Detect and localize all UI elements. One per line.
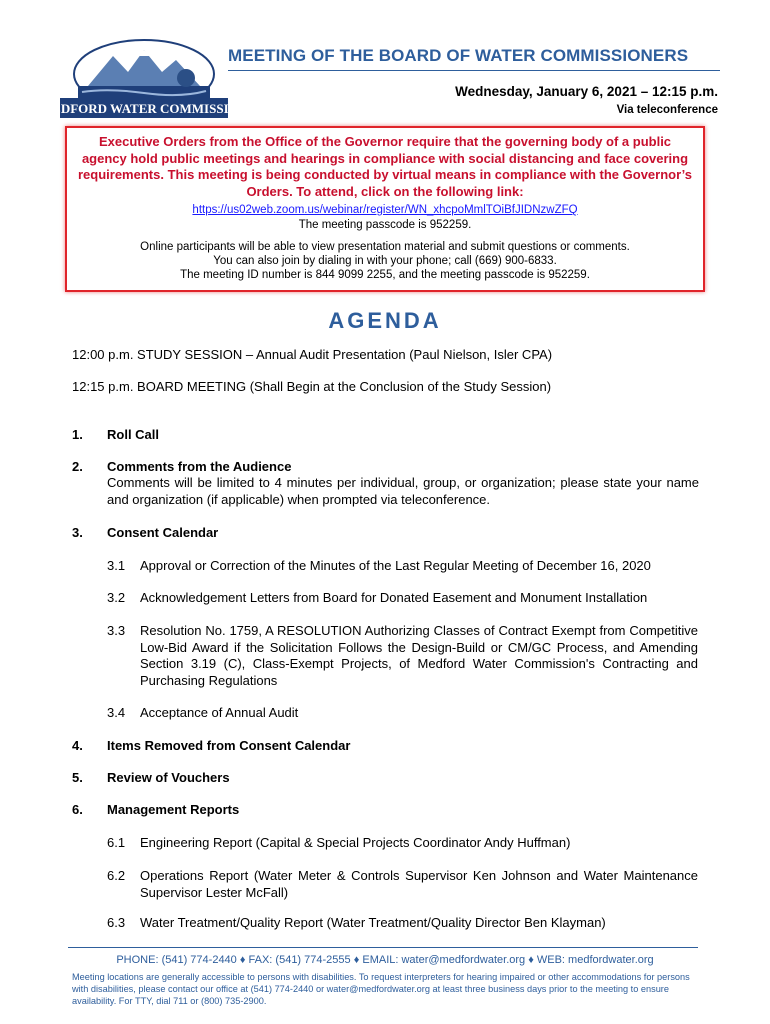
executive-order-notice xyxy=(65,126,705,292)
item-number: 3. xyxy=(72,525,83,540)
item-number: 2. xyxy=(72,459,83,474)
title-divider xyxy=(228,70,720,71)
notice-online-info: Online participants will be able to view presentation material and submit questions or comments. xyxy=(140,241,630,253)
notice-statement: Executive Orders from the Office of the Governor require that the governing body of a public agency hold public meetings and hearings in compliance with social distancing and face covering requirements. This meeting is being conducted by virtual means in compliance with the Governor’s Orders. To attend, click on the following link: xyxy=(77,134,693,199)
item-number: 1. xyxy=(72,427,83,442)
sub-item-engineering: Engineering Report (Capital & Special Projects Coordinator Andy Huffman) xyxy=(140,835,571,850)
sub-item-minutes: Approval or Correction of the Minutes of the Last Regular Meeting of December 16, 2020 xyxy=(140,558,651,573)
item-title-management-reports: Management Reports xyxy=(107,802,240,817)
logo-text: MEDFORD WATER COMMISSION xyxy=(39,101,249,116)
sub-item-number: 3.1 xyxy=(107,558,126,573)
sub-item-number: 6.1 xyxy=(107,835,126,850)
item-number: 5. xyxy=(72,770,83,785)
item-title-comments: Comments from the Audience xyxy=(107,459,292,474)
notice-passcode: The meeting passcode is 952259. xyxy=(298,219,472,231)
sub-item-acknowledgement: Acknowledgement Letters from Board for Donated Easement and Monument Installation xyxy=(140,590,648,605)
footer-divider xyxy=(68,947,698,948)
sub-item-operations: Operations Report (Water Meter & Controls Supervisor Ken Johnson and Water Maintenance Supervisor Lester McFall) xyxy=(140,868,698,900)
item-body-comments: Comments will be limited to 4 minutes per individual, group, or organization; please state your name and organization (if applicable) when prompted via teleconference. xyxy=(107,475,699,507)
item-title-roll-call: Roll Call xyxy=(107,427,160,442)
page-title: MEETING OF THE BOARD OF WATER COMMISSIONERS xyxy=(228,46,689,65)
sub-item-audit: Acceptance of Annual Audit xyxy=(140,705,299,720)
footer-accessibility-note: Meeting locations are generally accessible to persons with disabilities. To request interpreters for hearing impaired or other accommodations for persons with disabilities, please contact our office at (541) 774-2440 or water@medfordwater.org at least three business days prior to the meeting to ensure availability. For TTY, dial 711 or (800) 735-2900. xyxy=(72,972,690,1006)
notice-phone-info: You can also join by dialing in with your phone; call (669) 900-6833. xyxy=(213,255,557,267)
sub-item-number: 6.2 xyxy=(107,868,126,883)
medford-water-commission-logo xyxy=(39,38,249,120)
notice-meeting-id: The meeting ID number is 844 9099 2255, and the meeting passcode is 952259. xyxy=(180,269,590,281)
item-number: 4. xyxy=(72,738,83,753)
item-title-vouchers: Review of Vouchers xyxy=(107,770,230,785)
agenda-heading: AGENDA xyxy=(328,308,442,333)
study-session-line: 12:00 p.m. STUDY SESSION – Annual Audit Presentation (Paul Nielson, Isler CPA) xyxy=(72,347,553,362)
sub-item-resolution: Resolution No. 1759, A RESOLUTION Authorizing Classes of Contract Exempt from Competitive Low-Bid Award if the Solicitation Follows the Design-Build or CM/GC Process, and Amending Section 3.19 (C), Class-Exempt Projects, of Medford Water Commission's Contracting and Purchasing Regulations xyxy=(140,623,698,688)
board-meeting-line: 12:15 p.m. BOARD MEETING (Shall Begin at the Conclusion of the Study Session) xyxy=(72,379,552,394)
item-title-consent-calendar: Consent Calendar xyxy=(107,525,219,540)
sub-item-number: 3.3 xyxy=(107,623,126,638)
meeting-date: Wednesday, January 6, 2021 – 12:15 p.m. xyxy=(455,84,718,99)
item-number: 6. xyxy=(72,802,83,817)
meeting-format: Via teleconference xyxy=(616,104,718,116)
footer-contact: PHONE: (541) 774-2440 ♦ FAX: (541) 774-2555 ♦ EMAIL: water@medfordwater.org ♦ WEB: medfordwater.org xyxy=(116,954,654,966)
sub-item-number: 3.4 xyxy=(107,705,126,720)
item-title-removed: Items Removed from Consent Calendar xyxy=(107,738,351,753)
sub-item-number: 6.3 xyxy=(107,915,126,930)
sub-item-number: 3.2 xyxy=(107,590,126,605)
sub-item-water-treatment: Water Treatment/Quality Report (Water Treatment/Quality Director Ben Klayman) xyxy=(140,915,606,930)
zoom-link[interactable]: https://us02web.zoom.us/webinar/register/WN_xhcpoMmlTOiBfJIDNzwZFQ xyxy=(192,204,578,216)
